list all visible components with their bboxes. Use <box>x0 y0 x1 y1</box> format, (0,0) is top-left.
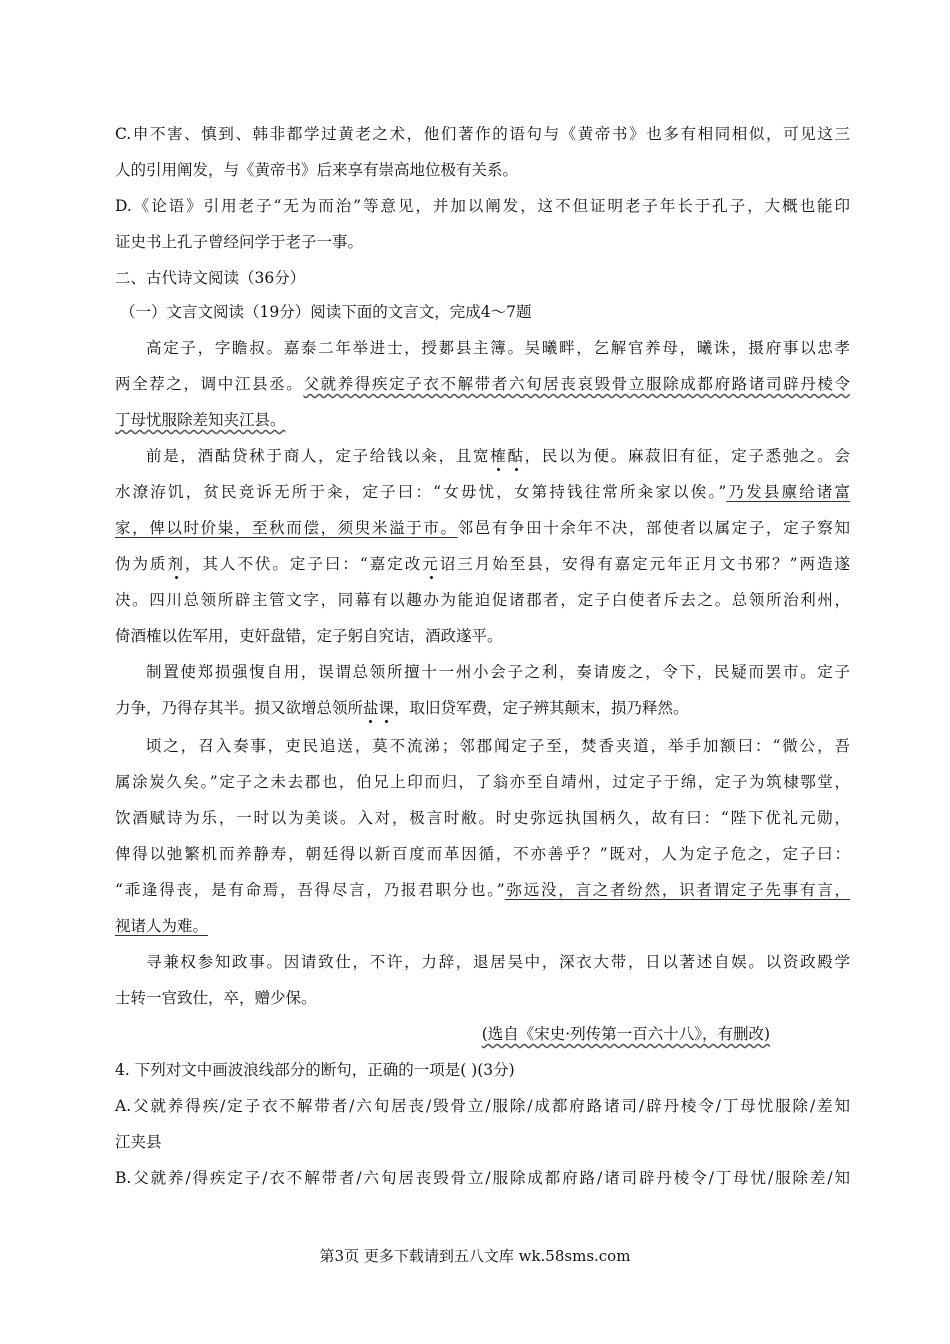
underlined-passage: 乃发县廪给诸富 <box>726 483 850 501</box>
p2-text: 前是，酒酤贷秫于商人，定子给钱以籴，且宽 <box>146 447 491 465</box>
p2-text: 邻邑有争田十余年不决，部使者以属定子，定子察知 <box>457 519 850 537</box>
p1-text: 两全荐之，调中江县丞。 <box>115 375 304 393</box>
source-citation <box>115 1024 770 1044</box>
p2-text: 水潦洊饥，贫民竞诉无所于籴，定子曰：“女毋忧，女第持钱往常所籴家以俟。” <box>115 483 727 501</box>
paragraph-2-line-1 <box>146 446 850 466</box>
dotted-char: 课 <box>378 699 395 717</box>
option-d-line-1: D.《论语》引用老子“无为而治”等意见，并加以阐发，这不但证明老子年长于孔子，大概也能印 <box>115 197 850 215</box>
p4-text: “乖逢得丧，是有命焉，吾得尽言，乃报君职分也。” <box>115 881 505 899</box>
paragraph-2-line-2 <box>115 482 850 502</box>
option-d-line-2: 证史书上孔子曾经问学于老子一事。 <box>115 233 364 251</box>
paragraph-2-line-3 <box>115 518 850 538</box>
paragraph-3-line-2 <box>115 698 850 718</box>
option-c-line-2: 人的引用阐发，与《黄帝书》后来享有崇高地位极有关系。 <box>115 161 519 179</box>
paragraph-1-line-2 <box>115 374 850 394</box>
paragraph-3-line-1: 制置使郑损强愎自用，误谓总领所擅十一州小会子之利，奏请废之，令下，民疑而罢市。定子 <box>146 663 850 681</box>
paragraph-5-line-2: 士转一官致仕，卒，赠少保。 <box>115 989 317 1007</box>
underlined-passage-end: 家，俾以时价粜，至秋而偿，须臾米溢于市。 <box>115 519 458 537</box>
subsection-heading: （一）文言文阅读（19分）阅读下面的文言文，完成4～7题 <box>120 303 532 321</box>
question-4-stem: 4. 下列对文中画波浪线部分的断句，正确的一项是( )(3分) <box>115 1061 515 1079</box>
paragraph-4-line-2: 属涂炭久矣。”定子之未去郡也，伯兄上印而归，了翁亦至自靖州，过定子于绵，定子为筑棣鄂堂， <box>115 773 850 791</box>
paragraph-4-line-6 <box>115 916 850 936</box>
dotted-char: 剂 <box>167 555 185 573</box>
dotted-char: 酤 <box>507 447 525 465</box>
question-4-option-b-line-1: B.父就养/得疾定子/衣不解带者/六旬居丧毁骨立/服除成都府路/诸司辟丹棱令/丁母忧/服除差/知 <box>115 1169 850 1187</box>
paragraph-2-line-5: 决。四川总领所辟主管文字，同幕有以趣办为能迫促诸郡者，定子白使者斥去之。总领所治利州， <box>115 591 850 609</box>
section-heading: 二、古代诗文阅读（36分） <box>115 269 306 287</box>
paragraph-1-line-3 <box>115 410 850 430</box>
question-4-option-a-line-1: A.父就养得疾/定子衣不解带者/六旬居丧/毁骨立/服除/成都府路诸司/辟丹棱令/丁母忧服除/差知 <box>115 1097 850 1115</box>
paragraph-4-line-3: 饮酒赋诗为乐，一时以为美谈。入对，极言时敝。时史弥远执国柄久，故有曰：“陛下优礼元勋， <box>115 809 850 827</box>
question-4-option-a-line-2: 江夹县 <box>115 1133 162 1151</box>
underlined-passage-end: 视诸人为难。 <box>115 917 209 935</box>
source-text: (选自《宋史·列传第一百六十八》，有删改) <box>481 1025 770 1043</box>
dotted-char: 元 <box>422 555 440 573</box>
underlined-passage: 弥远没，言之者纷然，识者谓定子先事有言， <box>504 881 850 899</box>
paragraph-5-line-1: 寻兼权参知政事。因请致仕，不许，力辞，退居吴中，深衣大带，日以著述自娱。以资政殿学 <box>146 953 850 971</box>
p3-text: 力争，乃得存其半。损又欲增总领所 <box>115 699 364 717</box>
paragraph-2-line-6: 倚酒榷以佐军用，吏奸盘错，定子躬自究诘，酒政遂平。 <box>115 627 503 645</box>
dotted-char: 盐 <box>363 699 379 717</box>
p2-text: 诏三月始至县，安得有嘉定元年正月文书邪？”两造遂 <box>439 555 850 573</box>
p2-text: 伪为质 <box>115 555 168 573</box>
wavy-underlined-passage: 父就养得疾定子衣不解带者六旬居丧哀毁骨立服除成都府路诸司辟丹棱令 <box>303 375 850 393</box>
p2-text: ，民以为便。麻菽旧有征，定子悉弛之。会 <box>524 447 850 465</box>
paragraph-2-line-4 <box>115 554 850 574</box>
dotted-char: 榷 <box>490 447 508 465</box>
paragraph-4-line-1: 顷之，召入奏事，吏民追送，莫不流涕；邻郡闻定子至，焚香夹道，举手加额曰：“微公，吾 <box>146 737 850 755</box>
page-footer: 第3页 更多下载请到五八文库 wk.58sms.com <box>319 1247 631 1265</box>
option-c-line-1: C.申不害、慎到、韩非都学过黄老之术，他们著作的语句与《黄帝书》也多有相同相似，可见这三 <box>115 125 850 143</box>
p2-text: ，其人不伏。定子曰：“嘉定改 <box>184 555 423 573</box>
paragraph-4-line-4: 俾得以弛繁机而养静寿，朝廷得以新百度而革因循，不亦善乎？”既对，人为定子危之，定子曰： <box>115 845 850 863</box>
paragraph-1-line-1: 高定子，字瞻叔。嘉泰二年举进士，授郪县主簿。吴曦畔，乞解官养母，曦诛，摄府事以忠孝 <box>146 339 850 357</box>
paragraph-4-line-5 <box>115 880 850 900</box>
wavy-underlined-passage-end: 丁母忧服除差知夹江县。 <box>115 411 286 429</box>
p3-text: ，取旧贷军费，定子辨其颠末，损乃释然。 <box>394 699 689 717</box>
